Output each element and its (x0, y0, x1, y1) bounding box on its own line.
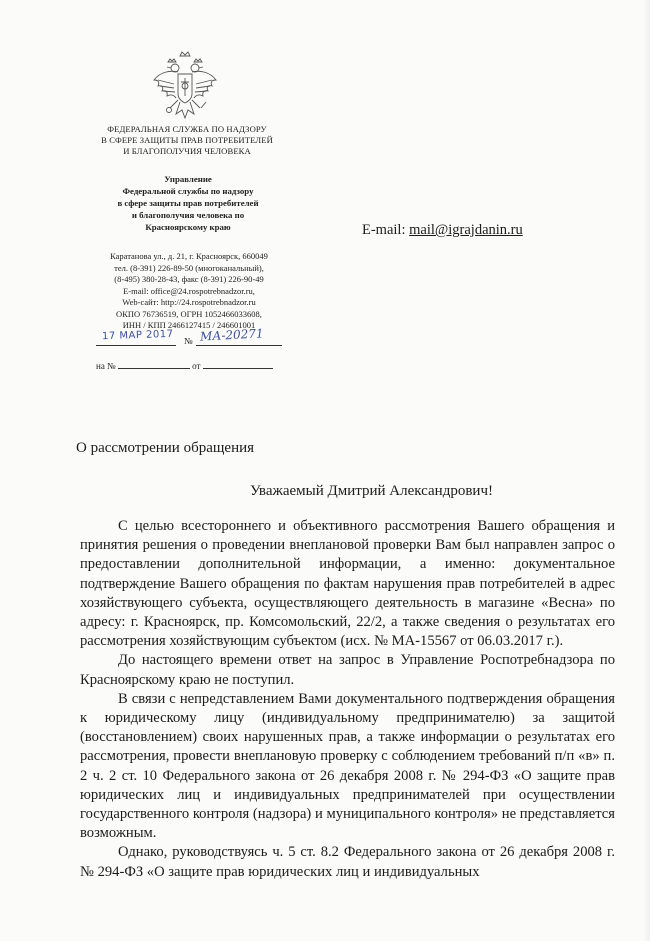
email-label: E-mail: (362, 222, 406, 238)
email-address[interactable]: mail@igrajdanin.ru (409, 222, 523, 238)
address-line: ИНН / КПП 2466127415 / 246601001 (122, 320, 256, 330)
contact-address-block (70, 251, 308, 332)
salutation: Уважаемый Дмитрий Александрович! (250, 483, 493, 499)
letter-subject: О рассмотрении обращения (76, 440, 255, 456)
body-paragraph: Однако, руководствуясь ч. 5 ст. 8.2 Федерального закона от 26 декабря 2008 г. № 294-ФЗ «О защите прав юридических лиц и индивидуальных (80, 844, 615, 880)
ref-prefix: на № (96, 361, 116, 371)
address-line: тел. (8-391) 226-89-50 (многоканальный), (114, 262, 264, 273)
body-paragraph: В связи с непредставлением Вами документального подтверждения обращения к юридическому лицу (индивидуальному предпринимателю) за защитой (восстановлением) своих нарушенных прав, а также информации о результатах его рассмотрения, провести внеплановую проверку с соблюдением требований п/п «в» п. 2 ч. 2 ст. 10 Федерального закона от 26 декабря 2008 г. № 294-ФЗ «О защите прав юридических лиц и индивидуальных предпринимателей при осуществлении государственного контроля (надзора) и муниципального контроля» не представляется возможным. (80, 690, 615, 842)
letter-body (80, 517, 615, 882)
ref-number-blank (118, 360, 190, 369)
address-line: E-mail: office@24.rospotrebnadzor.ru, (123, 285, 255, 296)
scan-edge-shadow (644, 0, 650, 941)
agency-name (78, 124, 296, 157)
address-line: ОКПО 76736519, ОГРН 1052466033608, (116, 308, 262, 319)
reference-row (96, 360, 273, 371)
ref-date-blank (203, 360, 273, 369)
registration-number: МА-20271 (199, 326, 264, 344)
body-paragraph: До настоящего времени ответ на запрос в Управление Роспотребнадзора по Красноярскому краю не поступил. (80, 652, 615, 688)
number-line (196, 345, 282, 346)
number-label: № (184, 336, 193, 346)
agency-line: ФЕДЕРАЛЬНАЯ СЛУЖБА ПО НАДЗОРУ (107, 124, 267, 134)
department-line: Управление (164, 174, 212, 184)
department-line: в сфере защиты прав потребителей (117, 198, 259, 208)
address-line: (8-495) 380-28-43, факс (8-391) 226-90-49 (114, 274, 264, 284)
date-line (96, 345, 176, 346)
address-line: Каратанова ул., д. 21, г. Красноярск, 660049 (110, 251, 268, 261)
department-line: Красноярскому краю (145, 222, 231, 232)
department-name (82, 173, 294, 233)
department-line: Федеральной службы по надзору (122, 186, 254, 196)
body-paragraph: С целью всестороннего и объективного рассмотрения Вашего обращения и принятия решения о проведении внеплановой проверки Вам был направлен запрос о предоставлении дополнительной информации, а именно: документальное подтверждение Вашего обращения по фактам нарушения прав потребителей в адрес хозяйствующего субъекта, осуществляющего деятельность в магазине «Весна» по адресу: г. Красноярск, пр. Комсомольский, 22/2, а также сведения о результатах его рассмотрения хозяйствующим субъектом (исх. № МА-15567 от 06.03.2017 г.). (80, 518, 615, 650)
ref-from-label: от (192, 361, 201, 371)
russian-coat-of-arms-icon (150, 50, 220, 122)
address-line: Web-сайт: http://24.rospotrebnadzor.ru (122, 297, 256, 307)
department-line: и благополучия человека по (131, 210, 245, 220)
agency-line: И БЛАГОПОЛУЧИЯ ЧЕЛОВЕКА (123, 146, 251, 156)
recipient-email (362, 222, 523, 239)
date-stamp: 17 МАР 2017 (101, 328, 174, 343)
agency-line: В СФЕРЕ ЗАЩИТЫ ПРАВ ПОТРЕБИТЕЛЕЙ (101, 135, 273, 145)
